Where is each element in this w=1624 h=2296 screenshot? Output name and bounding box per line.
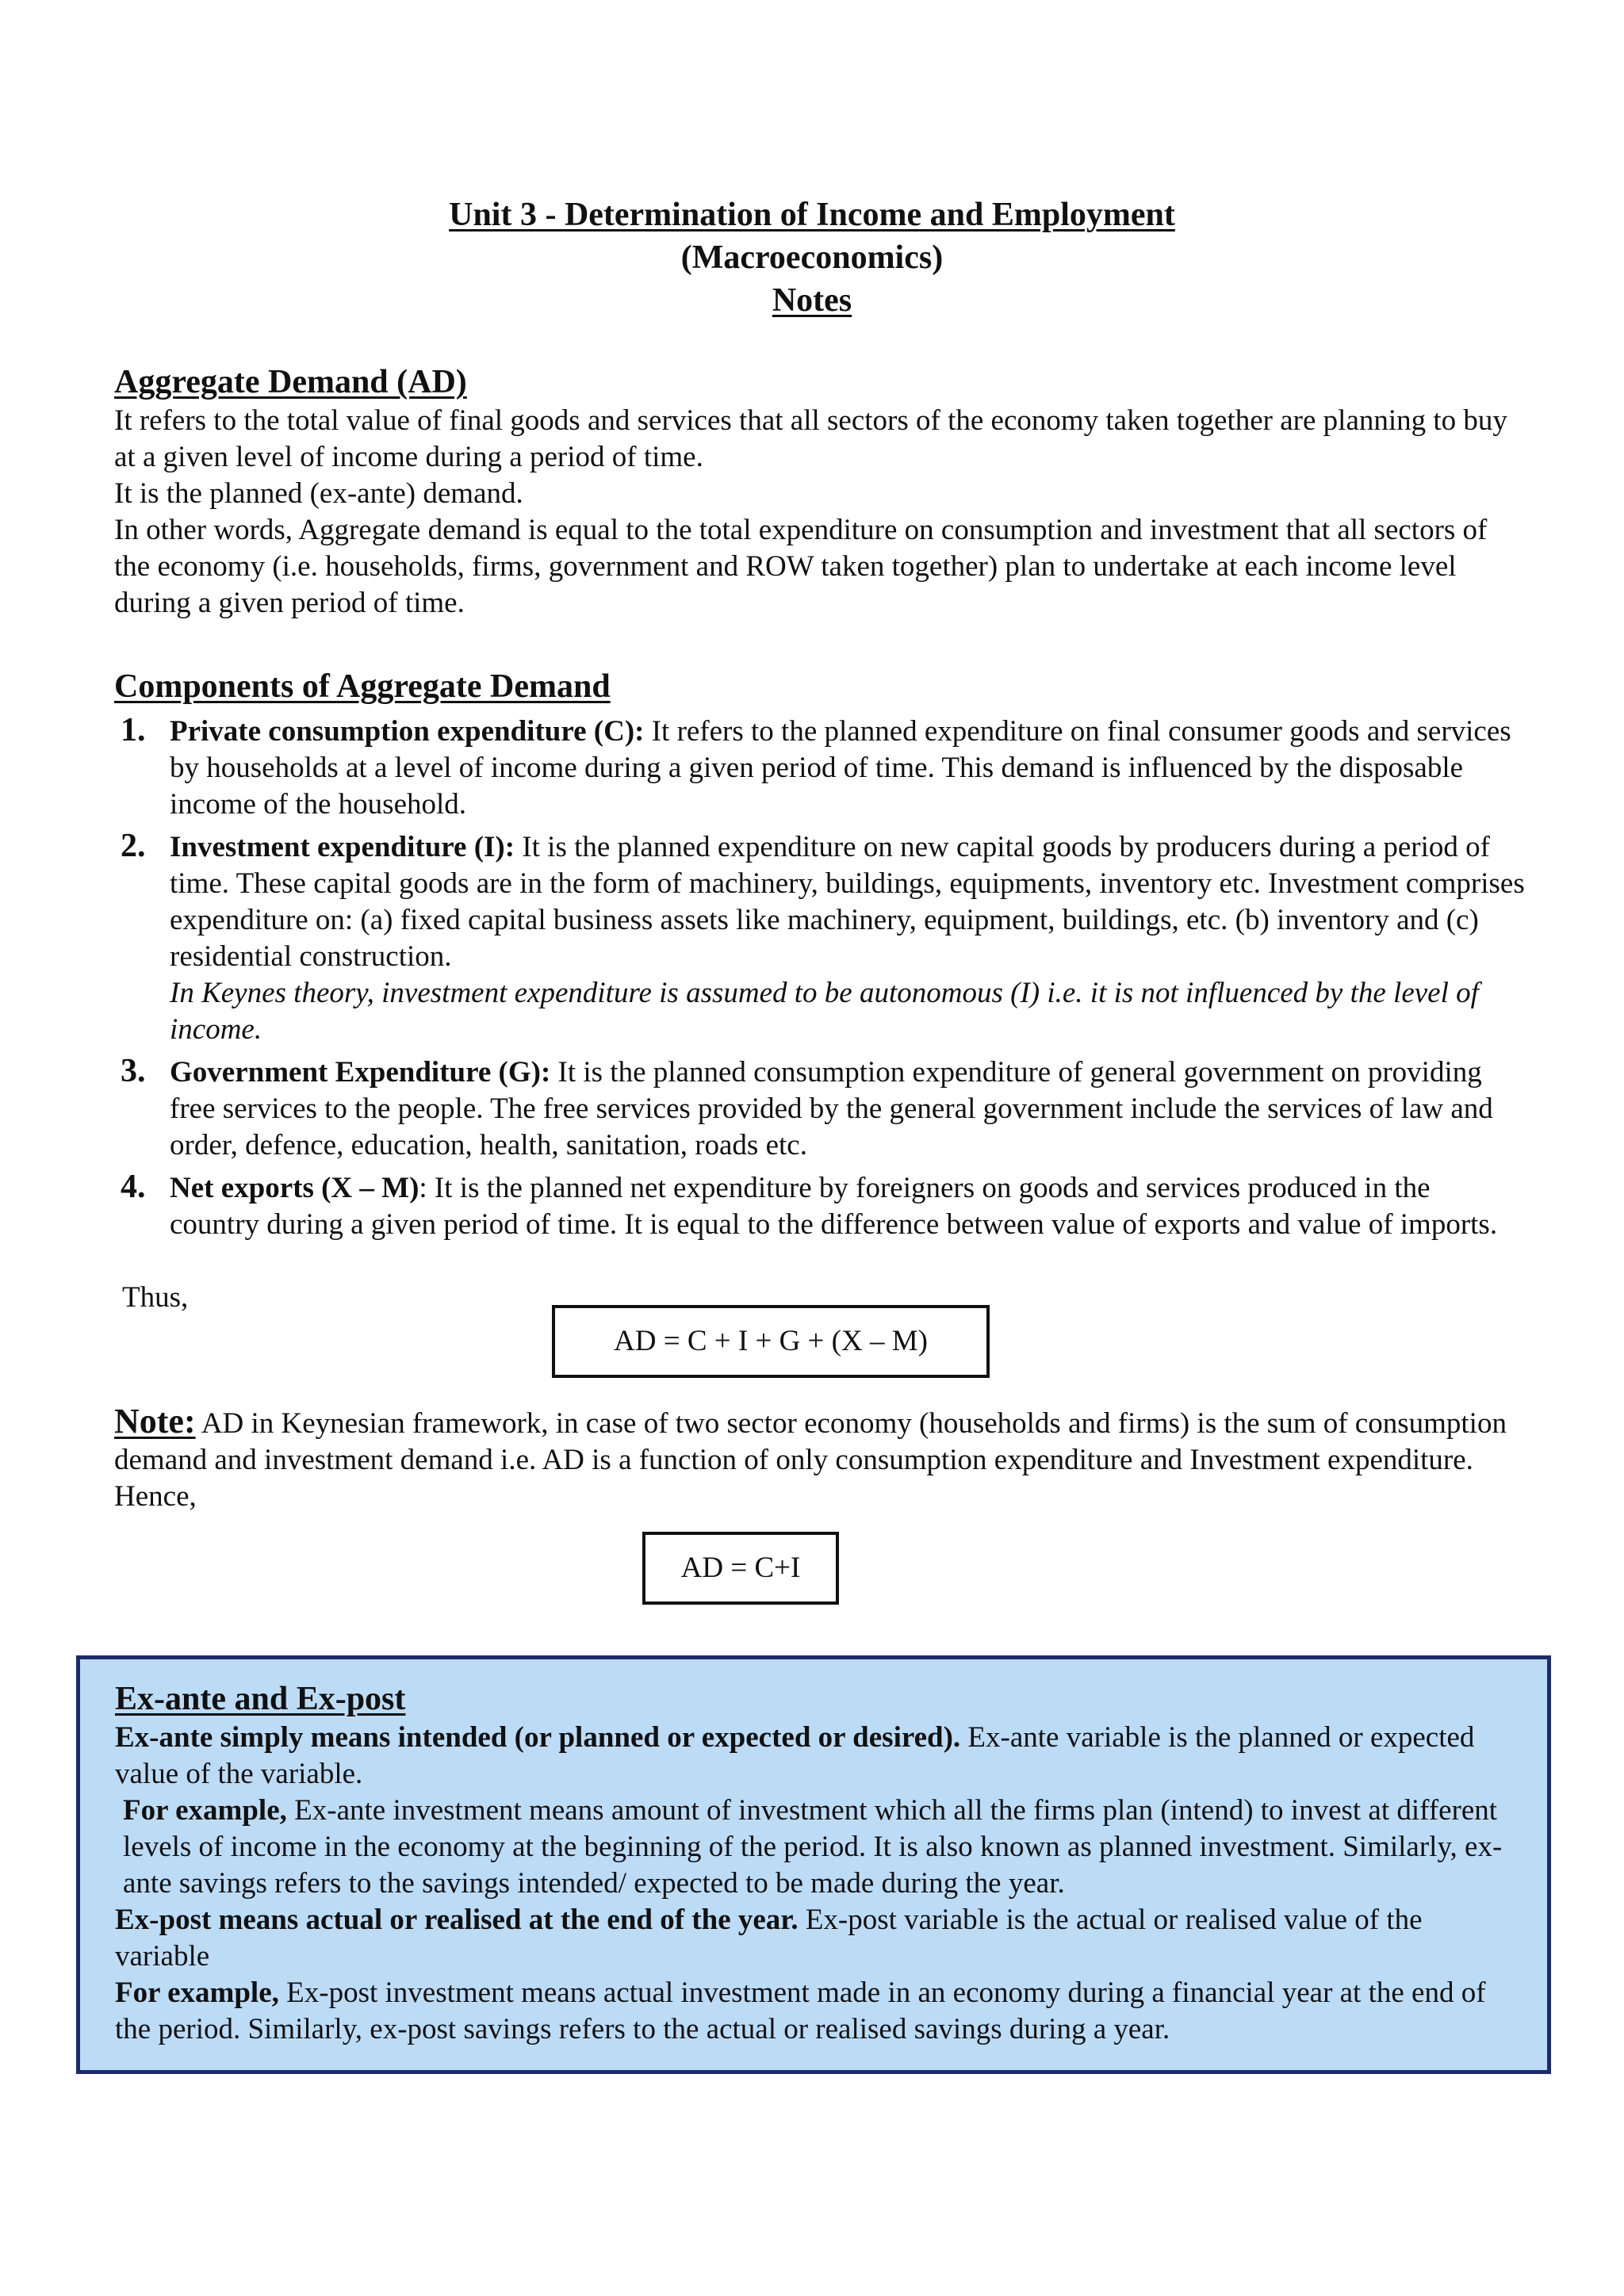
list-item-text: It is the planned consumption expenditure of general government on providing free services to the people. The free services provided by the general government include the services of law and order, defence, education, health, sanitation, roads etc. [170, 1056, 1493, 1161]
expost-example [115, 1975, 1512, 2048]
exante-example-bold: For example, [123, 1794, 287, 1827]
ad-equation: AD = C + I + G + (X – M) [614, 1325, 928, 1357]
thus-label: Thus, [122, 1281, 189, 1314]
exante-expost-heading: Ex-ante and Ex-post [115, 1681, 406, 1717]
expost-definition-bold: Ex-post means actual or realised at the end of the year. [115, 1904, 799, 1936]
exante-definition-bold: Ex-ante simply means intended (or planned or expected or desired). [115, 1721, 961, 1754]
exante-expost-box [76, 1655, 1551, 2074]
note-section [114, 1403, 1526, 1515]
list-item-text: It refers to the planned expenditure on final consumer goods and services by households at a level of income during a given period of time. This demand is influenced by the disposable income of the household. [170, 715, 1511, 821]
page-subtitle: (Macroeconomics) [680, 239, 944, 276]
list-item-heading: Private consumption expenditure (C): [170, 715, 645, 748]
notes-label: Notes [772, 282, 852, 319]
list-item [114, 829, 1526, 1048]
note-text: AD in Keynesian framework, in case of two sector economy (households and firms) is the sum of consumption demand and investment demand i.e. AD is a function of only consumption expenditure and Investment expenditure. Hence, [114, 1407, 1507, 1513]
ad-equation-box [552, 1305, 990, 1378]
aggregate-demand-other-words: In other words, Aggregate demand is equal to the total expenditure on consumption and investment that all sectors of the economy (i.e. households, firms, government and ROW taken together) plan to undertake at each income level during a given period of time. [114, 514, 1488, 619]
note-paragraph [114, 1403, 1526, 1515]
list-item-heading: Investment expenditure (I): [170, 831, 515, 863]
list-item-heading: Net exports (X – M) [170, 1172, 419, 1204]
exante-definition-text: Ex-ante variable is the planned or expected value of the variable. [115, 1721, 1475, 1790]
aggregate-demand-planned: It is the planned (ex-ante) demand. [114, 477, 523, 510]
components-heading: Components of Aggregate Demand [114, 668, 611, 705]
list-item-number: 2. [121, 828, 146, 864]
aggregate-demand-section [114, 362, 1526, 622]
list-item-text: : It is the planned net expenditure by foreigners on goods and services produced in the country during a given period of time. It is equal to the difference between value of exports and value of imports. [170, 1172, 1498, 1241]
list-item-heading: Government Expenditure (G): [170, 1056, 551, 1089]
components-list [114, 714, 1526, 1243]
expost-definition [115, 1902, 1512, 1975]
keynes-note: In Keynes theory, investment expenditure is assumed to be autonomous (I) i.e. it is not influenced by the level of income. [170, 977, 1479, 1046]
note-label: Note: [114, 1402, 196, 1441]
expost-example-text: Ex-post investment means actual investment made in an economy during a financial year at the end of the period. Similarly, ex-post savings refers to the actual or realised savings during a year. [115, 1976, 1486, 2045]
exante-definition [115, 1720, 1512, 1793]
components-section [114, 666, 1526, 1243]
list-item [114, 714, 1526, 823]
expost-definition-text: Ex-post variable is the actual or realised value of the variable [115, 1904, 1423, 1973]
exante-example-text: Ex-ante investment means amount of investment which all the firms plan (intend) to invest at different levels of income in the economy at the beginning of the period. It is also known as planned investment. Similarly, ex-ante savings refers to the savings intended/ expected to be made during the year. [123, 1794, 1503, 1900]
list-item-number: 3. [121, 1053, 146, 1089]
aggregate-demand-definition: It refers to the total value of final goods and services that all sectors of the economy taken together are planning to buy at a given level of income during a period of time. [114, 404, 1507, 473]
exante-example [115, 1793, 1512, 1902]
two-sector-equation-box [642, 1532, 839, 1605]
document-header [0, 193, 1624, 322]
list-item-text: It is the planned expenditure on new capital goods by producers during a period of time. These capital goods are in the form of machinery, buildings, equipments, inventory etc. Investment comprises expenditure on: (a) fixed capital business assets like machinery, equipment, buildings, etc. (b) inventory and (c) residential construction. [170, 831, 1525, 973]
list-item [114, 1054, 1526, 1164]
aggregate-demand-heading: Aggregate Demand (AD) [114, 364, 467, 400]
list-item-number: 1. [121, 712, 146, 748]
expost-example-bold: For example, [115, 1976, 279, 2009]
list-item [114, 1170, 1526, 1243]
two-sector-equation: AD = C+I [680, 1552, 801, 1584]
page-title: Unit 3 - Determination of Income and Employment [449, 197, 1175, 233]
list-item-number: 4. [121, 1169, 146, 1205]
